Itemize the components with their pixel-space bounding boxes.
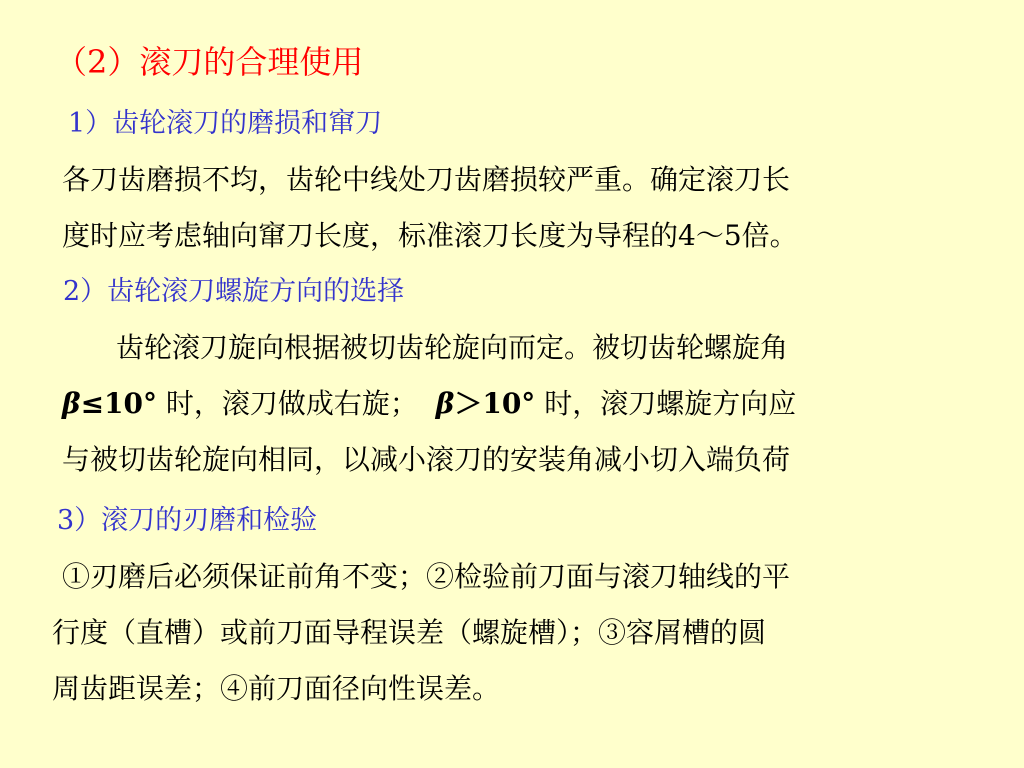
section-1-line-1: 各刀齿磨损不均，齿轮中线处刀齿磨损较严重。确定滚刀长: [62, 163, 791, 196]
beta-symbol: β: [435, 387, 455, 420]
section-heading-1: 1）齿轮滚刀的磨损和窜刀: [68, 108, 383, 139]
section-2-line-2: [62, 387, 797, 420]
section-2-line-1: 齿轮滚刀旋向根据被切齿轮旋向而定。被切齿轮螺旋角: [116, 331, 789, 364]
beta-symbol: β: [62, 387, 81, 420]
section-1-line-2: 度时应考虑轴向窜刀长度，标准滚刀长度为导程的4～5倍。: [62, 219, 798, 252]
section-2-line-3: 与被切齿轮旋向相同，以减小滚刀的安装角减小切入端负荷: [62, 443, 791, 476]
section-3-line-3: 周齿距误差；④前刀面径向性误差。: [52, 672, 501, 705]
section-heading-3: 3）滚刀的刃磨和检验: [57, 505, 318, 536]
section-heading-2: 2）齿轮滚刀螺旋方向的选择: [63, 276, 405, 307]
section-3-line-1: ①刃磨后必须保证前角不变；②检验前刀面与滚刀轴线的平: [62, 560, 791, 593]
section-2-line-2-text-2: 时，滚刀螺旋方向应: [535, 387, 797, 420]
section-3-line-2: 行度（直槽）或前刀面导程误差（螺旋槽）；③容屑槽的圆: [52, 616, 767, 649]
angle-condition-2: ＞10°: [454, 387, 536, 420]
angle-condition-1: ≤10°: [80, 387, 158, 420]
slide-title: （2）滚刀的合理使用: [55, 43, 364, 81]
section-2-line-2-text-1: 时，滚刀做成右旋；: [157, 387, 418, 420]
